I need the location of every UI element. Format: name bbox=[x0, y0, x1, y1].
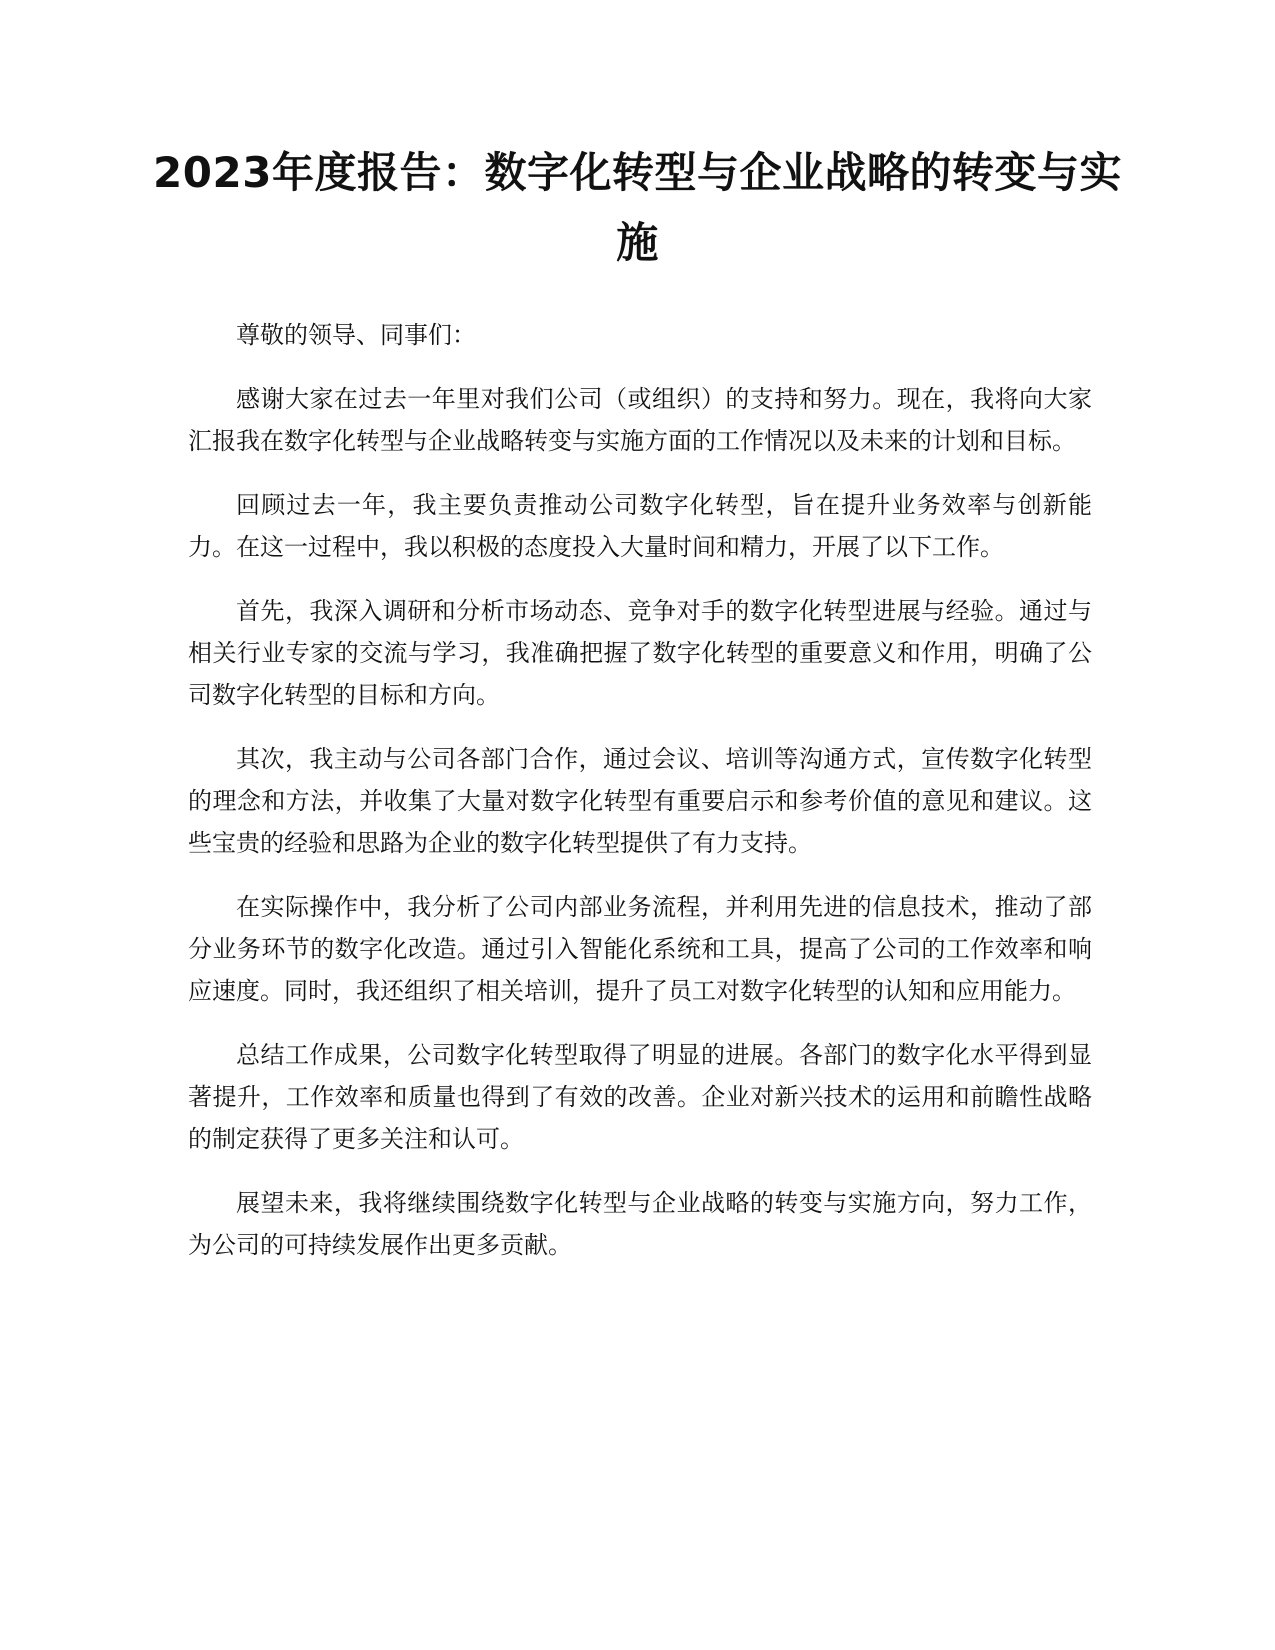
document-body bbox=[188, 314, 1092, 1288]
body-paragraph: 回顾过去一年，我主要负责推动公司数字化转型，旨在提升业务效率与创新能力。在这一过程中，我以积极的态度投入大量时间和精力，开展了以下工作。 bbox=[188, 491, 1092, 561]
body-paragraph: 在实际操作中，我分析了公司内部业务流程，并利用先进的信息技术，推动了部分业务环节的数字化改造。通过引入智能化系统和工具，提高了公司的工作效率和响应速度。同时，我还组织了相关培训，提升了员工对数字化转型的认知和应用能力。 bbox=[188, 893, 1092, 1005]
salutation-paragraph: 尊敬的领导、同事们： bbox=[236, 321, 476, 349]
closing-paragraph: 展望未来，我将继续围绕数字化转型与企业战略的转变与实施方向，努力工作，为公司的可持续发展作出更多贡献。 bbox=[188, 1189, 1092, 1259]
body-paragraph: 总结工作成果，公司数字化转型取得了明显的进展。各部门的数字化水平得到显著提升，工作效率和质量也得到了有效的改善。企业对新兴技术的运用和前瞻性战略的制定获得了更多关注和认可。 bbox=[188, 1041, 1092, 1153]
document-title: 2023年度报告：数字化转型与企业战略的转变与实施 bbox=[153, 148, 1122, 267]
body-paragraph: 其次，我主动与公司各部门合作，通过会议、培训等沟通方式，宣传数字化转型的理念和方法，并收集了大量对数字化转型有重要启示和参考价值的意见和建议。这些宝贵的经验和思路为企业的数字化转型提供了有力支持。 bbox=[188, 745, 1092, 857]
body-paragraph: 感谢大家在过去一年里对我们公司（或组织）的支持和努力。现在，我将向大家汇报我在数字化转型与企业战略转变与实施方面的工作情况以及未来的计划和目标。 bbox=[188, 385, 1092, 455]
body-paragraph: 首先，我深入调研和分析市场动态、竞争对手的数字化转型进展与经验。通过与相关行业专家的交流与学习，我准确把握了数字化转型的重要意义和作用，明确了公司数字化转型的目标和方向。 bbox=[188, 597, 1092, 709]
